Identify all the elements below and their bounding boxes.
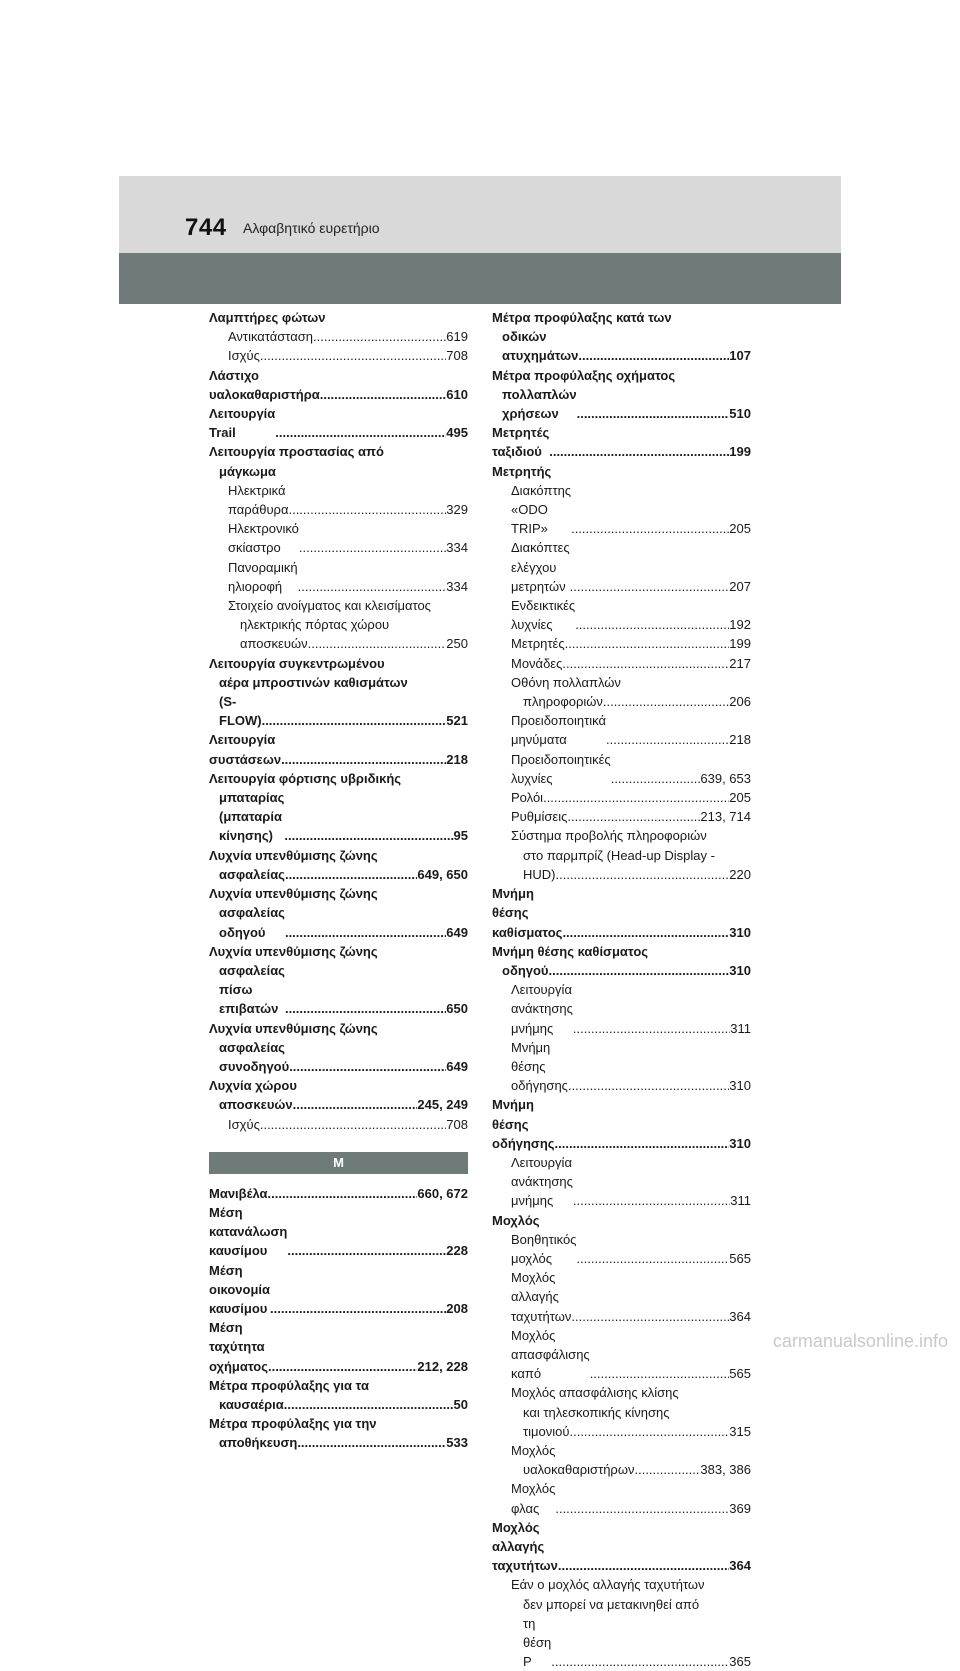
index-entry-page: 708 (446, 1116, 468, 1132)
index-entry (209, 404, 468, 442)
index-entry-term: Μοχλός απασφάλισης καπό (511, 1327, 590, 1382)
index-entry (492, 1403, 751, 1422)
dot-leader (562, 654, 729, 673)
index-column-right (492, 308, 751, 1671)
dot-leader (297, 1433, 446, 1452)
index-entry-page: 649, 650 (417, 866, 468, 882)
index-entries-right (492, 308, 751, 1671)
index-entry-term: και τηλεσκοπικής κίνησης (523, 1404, 670, 1420)
index-entry-term: Διακόπτης «ODO TRIP» (511, 482, 572, 537)
index-entry-term: Βοηθητικός μοχλός (511, 1231, 577, 1266)
index-entry-page: 220 (729, 866, 751, 882)
dot-leader (558, 1556, 729, 1575)
index-entry (492, 788, 751, 807)
index-entry (209, 673, 468, 692)
index-entry-term: Λυχνία χώρου (209, 1078, 297, 1094)
index-entry (209, 1261, 468, 1319)
index-entry-page: 364 (729, 1558, 751, 1574)
index-entry-term: τη θέση P (523, 1615, 552, 1670)
index-entry-page: 364 (729, 1308, 751, 1324)
index-entry (492, 538, 751, 596)
dot-leader (571, 1307, 729, 1326)
index-entry (209, 634, 468, 653)
index-entry-term: Μνήμη θέσης καθίσματος (492, 886, 563, 940)
index-entries-l-section (209, 308, 468, 1134)
index-entry-term: Ηλεκτρικά παράθυρα (228, 482, 289, 518)
index-entry-term: Λυχνία υπενθύμισης ζώνης (209, 943, 378, 959)
index-entry-term: Πανοραμική ηλιοροφή (228, 559, 298, 594)
index-entry-page: 495 (446, 425, 468, 441)
index-entry-page: 310 (729, 1078, 751, 1094)
dot-leader (285, 923, 446, 942)
index-entry-term: Μοχλός απασφάλισης κλίσης (511, 1385, 679, 1401)
index-entry (209, 884, 468, 903)
index-entry-page: 639, 653 (700, 770, 751, 786)
index-entry-term: Ενδεικτικές λυχνίες (511, 598, 576, 633)
index-entry (209, 1395, 468, 1414)
index-entry-term: Σύστημα προβολής πληροφοριών (511, 828, 707, 844)
index-entry (209, 1095, 468, 1114)
index-entry-term: στο παρμπρίζ (Head-up Display - (523, 847, 715, 863)
dot-leader (568, 1076, 729, 1095)
index-entry-term: Οθόνη πολλαπλών (511, 674, 621, 690)
index-entry (492, 826, 751, 845)
index-entry-term: αέρα μπροστινών καθισμάτων (219, 674, 408, 690)
index-entry-page: 510 (729, 406, 751, 422)
index-entry-page: 708 (446, 348, 468, 364)
index-entry-term: ηλεκτρικής πόρτας χώρου (240, 617, 390, 633)
index-entry (209, 865, 468, 884)
index-entry-term: ασφαλείας (219, 866, 285, 882)
index-entry (209, 1019, 468, 1038)
index-entry-page: 310 (729, 924, 751, 940)
index-entry-term: Μέτρα προφύλαξης οχήματος (492, 367, 676, 383)
index-entry-term: Λάστιχο υαλοκαθαριστήρα (209, 367, 320, 402)
index-entry-term: Προειδοποιητικά μηνύματα (511, 713, 606, 748)
index-entry (492, 1383, 751, 1402)
index-entry-term: μπαταρίας (μπαταρία κίνησης) (219, 790, 285, 844)
index-entry-term: Μέτρα προφύλαξης για την (209, 1416, 377, 1432)
index-entry-page: 218 (446, 751, 468, 767)
index-entry-term: Μοχλός αλλαγής ταχυτήτων (511, 1270, 572, 1324)
index-entry-page: 310 (729, 962, 751, 978)
index-entry-term: Μοχλός (492, 1212, 540, 1228)
index-entry (209, 615, 468, 634)
dot-leader (571, 519, 729, 538)
index-entry-page: 199 (729, 636, 751, 652)
index-entry-term: αποσκευών (240, 636, 308, 652)
index-entry-term: Λυχνία υπενθύμισης ζώνης (209, 1020, 378, 1036)
index-entry (492, 1479, 751, 1517)
dot-leader (299, 538, 446, 557)
index-entry (492, 807, 751, 826)
index-entry-page: 315 (729, 1423, 751, 1439)
index-entry-term: Λυχνία υπενθύμισης ζώνης (209, 886, 378, 902)
index-entry (492, 1230, 751, 1268)
dot-leader (565, 634, 730, 653)
dot-leader (603, 692, 729, 711)
index-entry-page: 521 (446, 713, 468, 729)
index-entry (492, 1518, 751, 1576)
index-entry-term: τιμονιού (523, 1423, 570, 1439)
index-entry (209, 346, 468, 365)
dot-leader (313, 327, 446, 346)
header-band (119, 253, 841, 304)
index-entry (209, 366, 468, 404)
index-entry-term: Μοχλός αλλαγής ταχυτήτων (492, 1519, 558, 1574)
index-entry-term: Προειδοποιητικές λυχνίες (511, 751, 611, 786)
index-entry (492, 673, 751, 692)
index-entry (492, 961, 751, 980)
index-entry (209, 1203, 468, 1261)
index-entry (492, 865, 751, 884)
dot-leader (556, 865, 730, 884)
index-entry (209, 654, 468, 673)
page-title: Αλφαβητικό ευρετήριο (243, 220, 380, 236)
dot-leader (320, 385, 447, 404)
dot-leader (567, 807, 700, 826)
dot-leader (288, 500, 446, 519)
dot-leader (578, 346, 729, 365)
index-entry (492, 942, 751, 961)
index-entry-page: 205 (729, 790, 751, 806)
dot-leader (285, 865, 417, 884)
index-entry-page: 650 (446, 1001, 468, 1017)
index-entry (492, 884, 751, 942)
index-entry-page: 649 (446, 1058, 468, 1074)
index-entry (492, 308, 751, 327)
index-entry (492, 1153, 751, 1211)
index-entry-term: Λειτουργία Trail (209, 406, 276, 441)
dot-leader (284, 1395, 454, 1414)
index-entry (209, 1184, 468, 1203)
dot-leader (293, 1095, 418, 1114)
index-entry-term: Μετρητές ταξιδιού (492, 425, 550, 460)
dot-leader (287, 1241, 446, 1260)
index-entry (209, 558, 468, 596)
dot-leader (573, 1019, 730, 1038)
index-entry-term: Λειτουργία προστασίας από (209, 444, 384, 460)
index-entry (492, 846, 751, 865)
dot-leader (543, 788, 729, 807)
index-entry-term: HUD) (523, 866, 556, 882)
index-entry (209, 1414, 468, 1433)
index-entry (492, 654, 751, 673)
dot-leader (284, 826, 453, 845)
dot-leader (577, 404, 730, 423)
index-entry (209, 327, 468, 346)
index-entry-term: Μέτρα προφύλαξης κατά των (492, 310, 672, 325)
dot-leader (573, 1191, 730, 1210)
index-entry-term: Ρολόι (511, 790, 544, 806)
index-entry-term: Λειτουργία ανάκτησης μνήμης (511, 1154, 573, 1209)
index-entry-term: Στοιχείο ανοίγματος και κλεισίματος (228, 598, 431, 614)
index-entry-page: 369 (729, 1500, 751, 1516)
index-entry-page: 649 (446, 924, 468, 940)
dot-leader (569, 1422, 729, 1441)
index-entry-page: 334 (446, 578, 468, 594)
index-entry (492, 692, 751, 711)
index-entry-page: 310 (729, 1135, 751, 1151)
index-entry-term: Διακόπτες ελέγχου μετρητών (511, 540, 570, 594)
index-entry (209, 308, 468, 327)
index-entry-page: 107 (729, 348, 751, 364)
index-column-left (209, 308, 468, 1453)
dot-leader (576, 1249, 729, 1268)
index-entry-page: 250 (446, 636, 468, 652)
index-entry (492, 1460, 751, 1479)
index-entry (492, 1211, 751, 1230)
index-entry-page: 199 (729, 444, 751, 460)
index-entry-term: Μανιβέλα (209, 1185, 268, 1201)
index-entry-page: 365 (729, 1654, 751, 1670)
index-entry-term: αποθήκευση (219, 1435, 298, 1451)
index-entry (209, 903, 468, 941)
index-entry-term: Μνήμη θέσης οδήγησης (511, 1039, 568, 1094)
index-entry-page: 660, 672 (417, 1185, 468, 1201)
index-entry-term: ασφαλείας πίσω επιβατών (219, 962, 285, 1017)
index-entry-term: οδικών ατυχημάτων (502, 329, 579, 364)
index-entry-page: 245, 249 (417, 1097, 468, 1113)
index-entry (492, 1422, 751, 1441)
index-entry-term: καυσαέρια (219, 1396, 284, 1412)
index-entry (209, 1433, 468, 1452)
page-footer (0, 1328, 960, 1358)
index-entry-page: 212, 228 (417, 1358, 468, 1374)
index-entry (209, 769, 468, 788)
dot-leader (575, 615, 729, 634)
index-entry (492, 423, 751, 461)
index-entry-term: Μετρητές (511, 636, 565, 652)
watermark: carmanualsonline.info (772, 1331, 948, 1351)
index-entry-page: 207 (729, 578, 751, 594)
dot-leader (555, 1134, 730, 1153)
index-entry-page: 311 (730, 1193, 751, 1209)
index-entry (209, 481, 468, 519)
index-entry (209, 730, 468, 768)
dot-leader (551, 1652, 729, 1671)
index-entry-page: 383, 386 (700, 1462, 751, 1478)
index-entry (209, 942, 468, 961)
index-entry (209, 1076, 468, 1095)
index-entry (209, 788, 468, 846)
dot-leader (590, 1364, 730, 1383)
index-entry (492, 1038, 751, 1096)
index-entries-m-section (209, 1184, 468, 1453)
index-entry-term: Λειτουργία φόρτισης υβριδικής (209, 770, 402, 786)
index-entry-term: Μέτρα προφύλαξης για τα (209, 1377, 369, 1393)
index-entry-term: Μέση κατανάλωση καυσίμου (209, 1204, 288, 1259)
index-entry-term: Αντικατάσταση (228, 329, 314, 345)
index-entry-term: Μονάδες (511, 655, 563, 671)
index-entry (209, 846, 468, 865)
index-entry-term: Ηλεκτρονικό σκίαστρο (228, 521, 299, 556)
index-entry-term: πληροφοριών (523, 694, 603, 710)
index-entry (492, 634, 751, 653)
index-entry-page: 218 (729, 732, 751, 748)
index-entry (492, 1095, 751, 1153)
section-header-m: M (209, 1152, 468, 1174)
page-number: 744 (185, 214, 227, 241)
dot-leader (281, 750, 446, 769)
index-entry-page: 334 (446, 540, 468, 556)
index-entry (209, 1376, 468, 1395)
index-entry-term: υαλοκαθαριστήρων (523, 1462, 635, 1478)
index-entry-page: 50 (453, 1396, 468, 1412)
dot-leader (268, 1184, 418, 1203)
index-entry-page: 228 (446, 1243, 468, 1259)
dot-leader (262, 711, 447, 730)
index-entry-page: 565 (729, 1250, 751, 1266)
index-entry-term: Εάν ο μοχλός αλλαγής ταχυτήτων (511, 1577, 705, 1593)
index-entry-term: Ισχύς (228, 348, 260, 364)
index-entry (492, 596, 751, 634)
index-entry (209, 462, 468, 481)
dot-leader (260, 346, 446, 365)
index-entry (492, 1441, 751, 1460)
index-entry (492, 980, 751, 1038)
index-entry-page: 619 (446, 329, 468, 345)
dot-leader (260, 1115, 446, 1134)
index-entry-term: Λειτουργία συγκεντρωμένου (209, 655, 385, 671)
dot-leader (549, 961, 730, 980)
index-entry-page: 533 (446, 1435, 468, 1451)
dot-leader (611, 769, 701, 788)
index-entry-page: 213, 714 (700, 809, 751, 825)
dot-leader (275, 423, 446, 442)
index-entry-page: 610 (446, 386, 468, 402)
index-entry-term: μάγκωμα (219, 463, 276, 479)
index-entry-page: 311 (730, 1020, 751, 1036)
index-entry-term: οδηγού (502, 962, 549, 978)
index-entry-page: 192 (729, 617, 751, 633)
index-entry (492, 481, 751, 539)
index-entry (209, 961, 468, 1019)
index-entry-term: Μέση ταχύτητα οχήματος (209, 1320, 268, 1374)
index-entry-term: Λυχνία υπενθύμισης ζώνης (209, 847, 378, 863)
index-entry-term: Μοχλός (511, 1442, 556, 1458)
index-entry-page: 565 (729, 1366, 751, 1382)
index-entry (209, 519, 468, 557)
index-entry (492, 711, 751, 749)
index-entry (492, 462, 751, 481)
index-entry-term: αποσκευών (219, 1097, 293, 1113)
index-entry (492, 1575, 751, 1594)
index-entry (492, 327, 751, 365)
dot-leader (285, 999, 446, 1018)
index-entry-term: ασφαλείας οδηγού (219, 905, 285, 940)
page-header (119, 176, 841, 304)
index-entry-term: δεν μπορεί να μετακινηθεί από (523, 1596, 700, 1612)
index-entry (209, 596, 468, 615)
index-entry (209, 692, 468, 730)
index-entry-page: 208 (446, 1300, 468, 1316)
index-entry-term: Λειτουργία συστάσεων (209, 732, 282, 767)
dot-leader (308, 634, 447, 653)
index-entry (209, 1115, 468, 1134)
dot-leader (570, 577, 730, 596)
index-entry-page: 205 (729, 521, 751, 537)
index-entry (492, 750, 751, 788)
index-entry-term: Ρυθμίσεις (511, 809, 568, 825)
index-entry (492, 366, 751, 385)
dot-leader (555, 1499, 729, 1518)
index-entry-term: Λαμπτήρες φώτων (209, 310, 326, 325)
index-entry-page: 217 (729, 655, 751, 671)
index-entry-term: (S-FLOW) (219, 694, 262, 729)
index-entry-term: Λειτουργία ανάκτησης μνήμης (511, 982, 573, 1036)
index-entry-term: Μετρητής (492, 463, 552, 479)
index-entry (209, 442, 468, 461)
index-entry-term: Μοχλός φλας (511, 1481, 556, 1516)
index-entry-term: Μέση οικονομία καυσίμου (209, 1262, 271, 1316)
index-entry (492, 1268, 751, 1326)
dot-leader (549, 442, 729, 461)
index-entry (492, 385, 751, 423)
dot-leader (289, 1057, 446, 1076)
index-entry-page: 329 (446, 502, 468, 518)
index-entry (492, 1595, 751, 1614)
index-entry-term: πολλαπλών χρήσεων (502, 386, 577, 422)
dot-leader (270, 1299, 446, 1318)
dot-leader (634, 1460, 700, 1479)
dot-leader (268, 1357, 417, 1376)
index-entry-term: Μνήμη θέσης καθίσματος (492, 943, 649, 959)
index-entry-page: 206 (729, 694, 751, 710)
index-entry-page: 95 (453, 828, 468, 844)
dot-leader (562, 923, 729, 942)
index-entry-term: Ισχύς (228, 1116, 260, 1132)
index-entry-term: Μνήμη θέσης οδήγησης (492, 1097, 555, 1151)
dot-leader (298, 577, 447, 596)
dot-leader (606, 730, 729, 749)
index-entry (492, 1614, 751, 1671)
index-entry-term: ασφαλείας συνοδηγού (219, 1039, 290, 1074)
index-entry (209, 1038, 468, 1076)
